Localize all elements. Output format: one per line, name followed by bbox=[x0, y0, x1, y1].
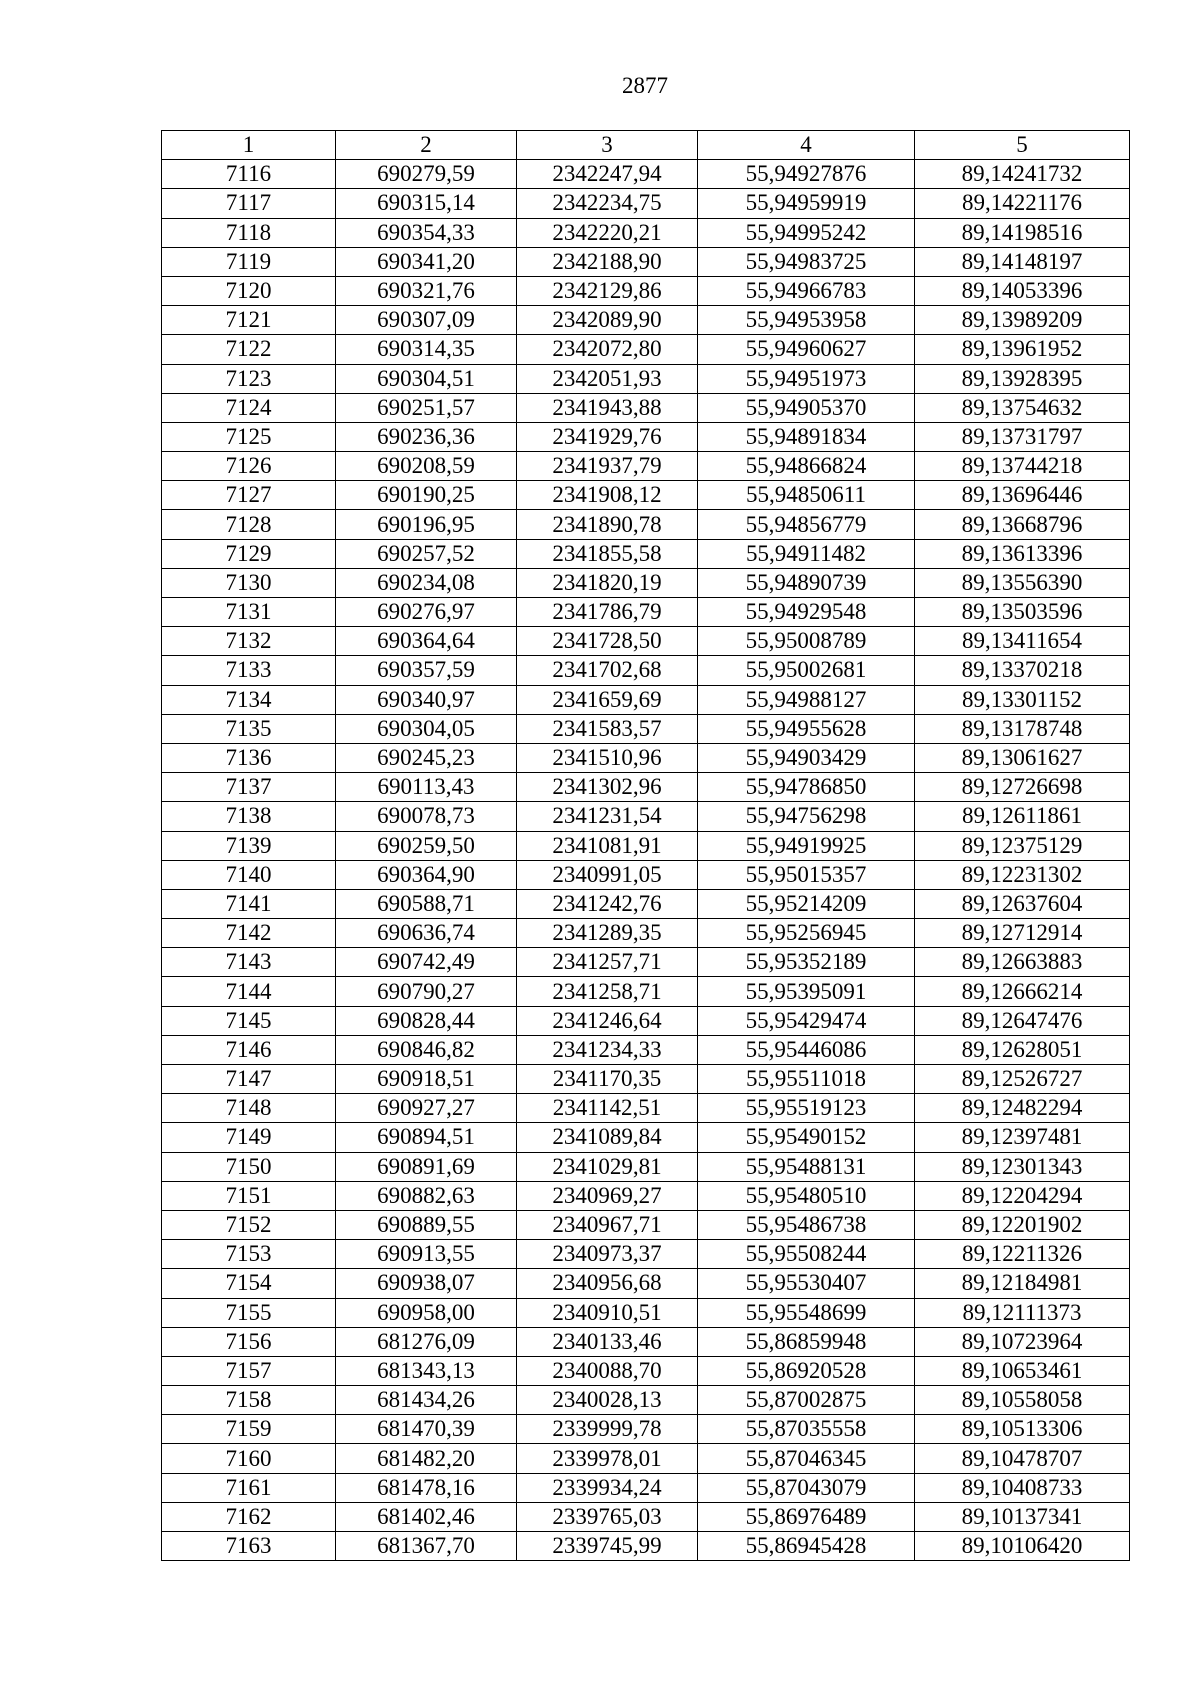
table-cell-col-5: 89,10408733 bbox=[915, 1473, 1130, 1502]
table-cell-col-4: 55,94856779 bbox=[698, 510, 915, 539]
table-cell-col-4: 55,94966783 bbox=[698, 276, 915, 305]
table-cell-col-5: 89,13556390 bbox=[915, 568, 1130, 597]
table-cell-col-5: 89,13731797 bbox=[915, 422, 1130, 451]
table-row bbox=[162, 1152, 1130, 1181]
table-cell-col-5: 89,12204294 bbox=[915, 1181, 1130, 1210]
table-cell-col-1: 7141 bbox=[162, 889, 336, 918]
table-row bbox=[162, 452, 1130, 481]
table-cell-col-3: 2341089,84 bbox=[517, 1123, 698, 1152]
table-row bbox=[162, 1327, 1130, 1356]
table-cell-col-1: 7149 bbox=[162, 1123, 336, 1152]
table-cell-col-4: 55,95395091 bbox=[698, 977, 915, 1006]
table-cell-col-5: 89,10723964 bbox=[915, 1327, 1130, 1356]
table-cell-col-1: 7123 bbox=[162, 364, 336, 393]
table-row bbox=[162, 539, 1130, 568]
table-cell-col-4: 55,95486738 bbox=[698, 1210, 915, 1239]
table-cell-col-3: 2342129,86 bbox=[517, 276, 698, 305]
table-cell-col-4: 55,86920528 bbox=[698, 1356, 915, 1385]
table-cell-col-5: 89,12375129 bbox=[915, 831, 1130, 860]
table-cell-col-5: 89,13061627 bbox=[915, 743, 1130, 772]
table-cell-col-5: 89,13928395 bbox=[915, 364, 1130, 393]
table-cell-col-2: 690314,35 bbox=[336, 335, 517, 364]
table-cell-col-2: 690882,63 bbox=[336, 1181, 517, 1210]
table-row bbox=[162, 685, 1130, 714]
table-cell-col-4: 55,87046345 bbox=[698, 1444, 915, 1473]
table-row bbox=[162, 948, 1130, 977]
table-cell-col-2: 681367,70 bbox=[336, 1532, 517, 1561]
table-cell-col-5: 89,13754632 bbox=[915, 393, 1130, 422]
table-cell-col-5: 89,12211326 bbox=[915, 1240, 1130, 1269]
table-cell-col-3: 2341142,51 bbox=[517, 1094, 698, 1123]
table-cell-col-5: 89,12663883 bbox=[915, 948, 1130, 977]
table-cell-col-3: 2341728,50 bbox=[517, 627, 698, 656]
table-cell-col-5: 89,10137341 bbox=[915, 1502, 1130, 1531]
table-cell-col-2: 681276,09 bbox=[336, 1327, 517, 1356]
table-cell-col-1: 7134 bbox=[162, 685, 336, 714]
table-cell-col-2: 690927,27 bbox=[336, 1094, 517, 1123]
table-cell-col-1: 7133 bbox=[162, 656, 336, 685]
table-row bbox=[162, 306, 1130, 335]
table-row bbox=[162, 422, 1130, 451]
table-cell-col-4: 55,95490152 bbox=[698, 1123, 915, 1152]
table-cell-col-1: 7163 bbox=[162, 1532, 336, 1561]
table-cell-col-2: 690889,55 bbox=[336, 1210, 517, 1239]
table-cell-col-5: 89,10106420 bbox=[915, 1532, 1130, 1561]
table-cell-col-3: 2340956,68 bbox=[517, 1269, 698, 1298]
table-cell-col-3: 2339934,24 bbox=[517, 1473, 698, 1502]
table-cell-col-5: 89,14148197 bbox=[915, 247, 1130, 276]
table-cell-col-5: 89,12647476 bbox=[915, 1006, 1130, 1035]
table-cell-col-3: 2342220,21 bbox=[517, 218, 698, 247]
table-cell-col-1: 7140 bbox=[162, 860, 336, 889]
table-cell-col-4: 55,94988127 bbox=[698, 685, 915, 714]
table-cell-col-4: 55,94905370 bbox=[698, 393, 915, 422]
table-cell-col-2: 690354,33 bbox=[336, 218, 517, 247]
table-cell-col-5: 89,12611861 bbox=[915, 802, 1130, 831]
table-cell-col-1: 7147 bbox=[162, 1065, 336, 1094]
table-cell-col-2: 690315,14 bbox=[336, 189, 517, 218]
table-cell-col-4: 55,94911482 bbox=[698, 539, 915, 568]
table-row bbox=[162, 1473, 1130, 1502]
table-row bbox=[162, 189, 1130, 218]
table-cell-col-1: 7160 bbox=[162, 1444, 336, 1473]
table-cell-col-5: 89,14221176 bbox=[915, 189, 1130, 218]
column-header-1: 1 bbox=[162, 131, 336, 160]
table-cell-col-2: 690304,51 bbox=[336, 364, 517, 393]
table-cell-col-2: 681343,13 bbox=[336, 1356, 517, 1385]
table-cell-col-3: 2341289,35 bbox=[517, 919, 698, 948]
table-cell-col-5: 89,13301152 bbox=[915, 685, 1130, 714]
table-cell-col-4: 55,86859948 bbox=[698, 1327, 915, 1356]
table-cell-col-1: 7118 bbox=[162, 218, 336, 247]
table-cell-col-4: 55,95015357 bbox=[698, 860, 915, 889]
table-cell-col-1: 7131 bbox=[162, 598, 336, 627]
table-cell-col-4: 55,94951973 bbox=[698, 364, 915, 393]
table-row bbox=[162, 364, 1130, 393]
table-cell-col-3: 2341659,69 bbox=[517, 685, 698, 714]
table-cell-col-3: 2340910,51 bbox=[517, 1298, 698, 1327]
table-cell-col-5: 89,13503596 bbox=[915, 598, 1130, 627]
table-cell-col-5: 89,12397481 bbox=[915, 1123, 1130, 1152]
table-cell-col-3: 2340028,13 bbox=[517, 1386, 698, 1415]
table-cell-col-2: 690208,59 bbox=[336, 452, 517, 481]
table-cell-col-5: 89,14241732 bbox=[915, 160, 1130, 189]
table-cell-col-1: 7148 bbox=[162, 1094, 336, 1123]
table-row bbox=[162, 1532, 1130, 1561]
table-row bbox=[162, 568, 1130, 597]
table-cell-col-5: 89,12184981 bbox=[915, 1269, 1130, 1298]
table-row bbox=[162, 481, 1130, 510]
table-cell-col-1: 7122 bbox=[162, 335, 336, 364]
table-cell-col-2: 690078,73 bbox=[336, 802, 517, 831]
table-cell-col-1: 7142 bbox=[162, 919, 336, 948]
table-cell-col-2: 690742,49 bbox=[336, 948, 517, 977]
table-cell-col-4: 55,95214209 bbox=[698, 889, 915, 918]
table-row bbox=[162, 1181, 1130, 1210]
table-cell-col-3: 2342247,94 bbox=[517, 160, 698, 189]
table-cell-col-5: 89,14053396 bbox=[915, 276, 1130, 305]
table-cell-col-1: 7138 bbox=[162, 802, 336, 831]
table-cell-col-4: 55,86976489 bbox=[698, 1502, 915, 1531]
table-row bbox=[162, 860, 1130, 889]
table-cell-col-1: 7157 bbox=[162, 1356, 336, 1385]
column-header-3: 3 bbox=[517, 131, 698, 160]
table-cell-col-4: 55,87035558 bbox=[698, 1415, 915, 1444]
table-cell-col-3: 2341170,35 bbox=[517, 1065, 698, 1094]
table-cell-col-5: 89,12628051 bbox=[915, 1035, 1130, 1064]
table-cell-col-1: 7139 bbox=[162, 831, 336, 860]
table-cell-col-1: 7137 bbox=[162, 773, 336, 802]
table-cell-col-2: 690364,90 bbox=[336, 860, 517, 889]
table-cell-col-5: 89,13696446 bbox=[915, 481, 1130, 510]
column-header-4: 4 bbox=[698, 131, 915, 160]
table-cell-col-3: 2342072,80 bbox=[517, 335, 698, 364]
table-cell-col-3: 2339745,99 bbox=[517, 1532, 698, 1561]
table-cell-col-5: 89,12231302 bbox=[915, 860, 1130, 889]
table-row bbox=[162, 218, 1130, 247]
table-cell-col-4: 55,95488131 bbox=[698, 1152, 915, 1181]
table-row bbox=[162, 1065, 1130, 1094]
table-row bbox=[162, 510, 1130, 539]
table-cell-col-4: 55,94919925 bbox=[698, 831, 915, 860]
table-row bbox=[162, 1094, 1130, 1123]
table-cell-col-2: 681434,26 bbox=[336, 1386, 517, 1415]
table-row bbox=[162, 1006, 1130, 1035]
table-cell-col-2: 690918,51 bbox=[336, 1065, 517, 1094]
table-cell-col-2: 690828,44 bbox=[336, 1006, 517, 1035]
table-cell-col-3: 2341258,71 bbox=[517, 977, 698, 1006]
table-cell-col-5: 89,12666214 bbox=[915, 977, 1130, 1006]
table-row bbox=[162, 889, 1130, 918]
table-row bbox=[162, 160, 1130, 189]
table-row bbox=[162, 598, 1130, 627]
table-row bbox=[162, 1298, 1130, 1327]
table-cell-col-2: 690251,57 bbox=[336, 393, 517, 422]
table-cell-col-4: 55,95256945 bbox=[698, 919, 915, 948]
table-cell-col-2: 690636,74 bbox=[336, 919, 517, 948]
table-cell-col-3: 2341029,81 bbox=[517, 1152, 698, 1181]
table-cell-col-2: 690938,07 bbox=[336, 1269, 517, 1298]
table-cell-col-5: 89,10513306 bbox=[915, 1415, 1130, 1444]
table-cell-col-5: 89,13668796 bbox=[915, 510, 1130, 539]
table-row bbox=[162, 977, 1130, 1006]
table-cell-col-5: 89,13613396 bbox=[915, 539, 1130, 568]
table-cell-col-5: 89,12712914 bbox=[915, 919, 1130, 948]
table-cell-col-2: 690958,00 bbox=[336, 1298, 517, 1327]
table-cell-col-1: 7121 bbox=[162, 306, 336, 335]
table-cell-col-3: 2339978,01 bbox=[517, 1444, 698, 1473]
table-row bbox=[162, 1502, 1130, 1531]
table-cell-col-4: 55,95002681 bbox=[698, 656, 915, 685]
table-cell-col-3: 2341257,71 bbox=[517, 948, 698, 977]
table-row bbox=[162, 919, 1130, 948]
table-cell-col-4: 55,95480510 bbox=[698, 1181, 915, 1210]
table-row bbox=[162, 831, 1130, 860]
table-cell-col-1: 7158 bbox=[162, 1386, 336, 1415]
table-cell-col-4: 55,95548699 bbox=[698, 1298, 915, 1327]
table-row bbox=[162, 247, 1130, 276]
table-row bbox=[162, 802, 1130, 831]
table-cell-col-1: 7127 bbox=[162, 481, 336, 510]
table-cell-col-2: 690236,36 bbox=[336, 422, 517, 451]
table-cell-col-5: 89,12301343 bbox=[915, 1152, 1130, 1181]
table-cell-col-2: 690894,51 bbox=[336, 1123, 517, 1152]
table-cell-col-3: 2342188,90 bbox=[517, 247, 698, 276]
table-cell-col-3: 2341234,33 bbox=[517, 1035, 698, 1064]
table-cell-col-5: 89,13744218 bbox=[915, 452, 1130, 481]
table-cell-col-3: 2340973,37 bbox=[517, 1240, 698, 1269]
table-cell-col-3: 2341855,58 bbox=[517, 539, 698, 568]
table-row bbox=[162, 1240, 1130, 1269]
table-row bbox=[162, 1210, 1130, 1239]
table-cell-col-4: 55,95508244 bbox=[698, 1240, 915, 1269]
table-cell-col-2: 690196,95 bbox=[336, 510, 517, 539]
table-cell-col-1: 7126 bbox=[162, 452, 336, 481]
table-cell-col-5: 89,10478707 bbox=[915, 1444, 1130, 1473]
table-cell-col-1: 7154 bbox=[162, 1269, 336, 1298]
table-row bbox=[162, 1035, 1130, 1064]
table-row bbox=[162, 1269, 1130, 1298]
table-row bbox=[162, 1356, 1130, 1385]
table-cell-col-1: 7143 bbox=[162, 948, 336, 977]
table-cell-col-1: 7130 bbox=[162, 568, 336, 597]
table-row bbox=[162, 773, 1130, 802]
table-cell-col-2: 690113,43 bbox=[336, 773, 517, 802]
table-cell-col-5: 89,12526727 bbox=[915, 1065, 1130, 1094]
table-cell-col-5: 89,12637604 bbox=[915, 889, 1130, 918]
table-cell-col-3: 2341890,78 bbox=[517, 510, 698, 539]
table-cell-col-4: 55,87002875 bbox=[698, 1386, 915, 1415]
table-row bbox=[162, 1415, 1130, 1444]
table-cell-col-5: 89,13411654 bbox=[915, 627, 1130, 656]
table-row bbox=[162, 335, 1130, 364]
table-cell-col-4: 55,94929548 bbox=[698, 598, 915, 627]
table-cell-col-2: 690245,23 bbox=[336, 743, 517, 772]
table-cell-col-3: 2341908,12 bbox=[517, 481, 698, 510]
table-header-row bbox=[162, 131, 1130, 160]
table-cell-col-4: 55,94786850 bbox=[698, 773, 915, 802]
table-cell-col-5: 89,12482294 bbox=[915, 1094, 1130, 1123]
table-cell-col-3: 2342051,93 bbox=[517, 364, 698, 393]
table-cell-col-4: 55,94903429 bbox=[698, 743, 915, 772]
table-cell-col-2: 690913,55 bbox=[336, 1240, 517, 1269]
table-cell-col-1: 7153 bbox=[162, 1240, 336, 1269]
table-cell-col-4: 55,94960627 bbox=[698, 335, 915, 364]
table-cell-col-3: 2340991,05 bbox=[517, 860, 698, 889]
table-cell-col-1: 7156 bbox=[162, 1327, 336, 1356]
column-header-5: 5 bbox=[915, 131, 1130, 160]
table-cell-col-4: 55,95352189 bbox=[698, 948, 915, 977]
table-cell-col-5: 89,14198516 bbox=[915, 218, 1130, 247]
table-cell-col-4: 55,95429474 bbox=[698, 1006, 915, 1035]
table-cell-col-3: 2341786,79 bbox=[517, 598, 698, 627]
table-cell-col-1: 7136 bbox=[162, 743, 336, 772]
table-row bbox=[162, 743, 1130, 772]
table-cell-col-3: 2340133,46 bbox=[517, 1327, 698, 1356]
table-cell-col-1: 7128 bbox=[162, 510, 336, 539]
table-cell-col-4: 55,94959919 bbox=[698, 189, 915, 218]
table-cell-col-1: 7150 bbox=[162, 1152, 336, 1181]
table-cell-col-5: 89,13370218 bbox=[915, 656, 1130, 685]
table-cell-col-5: 89,10558058 bbox=[915, 1386, 1130, 1415]
table-cell-col-5: 89,13989209 bbox=[915, 306, 1130, 335]
table-cell-col-4: 55,94890739 bbox=[698, 568, 915, 597]
table-cell-col-1: 7159 bbox=[162, 1415, 336, 1444]
table-cell-col-2: 690307,09 bbox=[336, 306, 517, 335]
table-cell-col-4: 55,95446086 bbox=[698, 1035, 915, 1064]
page-number: 2877 bbox=[622, 73, 668, 98]
table-cell-col-3: 2341583,57 bbox=[517, 714, 698, 743]
coordinates-table bbox=[161, 130, 1130, 1561]
table-cell-col-5: 89,13178748 bbox=[915, 714, 1130, 743]
table-cell-col-1: 7162 bbox=[162, 1502, 336, 1531]
table-cell-col-4: 55,95008789 bbox=[698, 627, 915, 656]
table-cell-col-1: 7124 bbox=[162, 393, 336, 422]
table-cell-col-4: 55,95511018 bbox=[698, 1065, 915, 1094]
table-cell-col-1: 7151 bbox=[162, 1181, 336, 1210]
table-cell-col-4: 55,86945428 bbox=[698, 1532, 915, 1561]
table-cell-col-3: 2341929,76 bbox=[517, 422, 698, 451]
table-row bbox=[162, 393, 1130, 422]
table-cell-col-3: 2340967,71 bbox=[517, 1210, 698, 1239]
table-row bbox=[162, 656, 1130, 685]
table-cell-col-3: 2341510,96 bbox=[517, 743, 698, 772]
table-cell-col-2: 690790,27 bbox=[336, 977, 517, 1006]
table-cell-col-3: 2341246,64 bbox=[517, 1006, 698, 1035]
table-row bbox=[162, 1123, 1130, 1152]
table-cell-col-1: 7144 bbox=[162, 977, 336, 1006]
table-cell-col-1: 7132 bbox=[162, 627, 336, 656]
table-cell-col-1: 7120 bbox=[162, 276, 336, 305]
table-cell-col-1: 7119 bbox=[162, 247, 336, 276]
table-cell-col-4: 55,94953958 bbox=[698, 306, 915, 335]
table-cell-col-5: 89,13961952 bbox=[915, 335, 1130, 364]
table-cell-col-2: 690340,97 bbox=[336, 685, 517, 714]
table-cell-col-2: 690846,82 bbox=[336, 1035, 517, 1064]
table-cell-col-1: 7155 bbox=[162, 1298, 336, 1327]
table-cell-col-2: 690276,97 bbox=[336, 598, 517, 627]
table-cell-col-5: 89,12201902 bbox=[915, 1210, 1130, 1239]
table-cell-col-5: 89,10653461 bbox=[915, 1356, 1130, 1385]
table-cell-col-1: 7161 bbox=[162, 1473, 336, 1502]
table-cell-col-5: 89,12111373 bbox=[915, 1298, 1130, 1327]
table-cell-col-3: 2341231,54 bbox=[517, 802, 698, 831]
table-cell-col-4: 55,94756298 bbox=[698, 802, 915, 831]
table-cell-col-3: 2340969,27 bbox=[517, 1181, 698, 1210]
table-cell-col-2: 690364,64 bbox=[336, 627, 517, 656]
table-cell-col-4: 55,87043079 bbox=[698, 1473, 915, 1502]
table-row bbox=[162, 276, 1130, 305]
table-cell-col-4: 55,94891834 bbox=[698, 422, 915, 451]
table-cell-col-1: 7117 bbox=[162, 189, 336, 218]
table-cell-col-4: 55,94983725 bbox=[698, 247, 915, 276]
table-cell-col-1: 7135 bbox=[162, 714, 336, 743]
table-cell-col-2: 690257,52 bbox=[336, 539, 517, 568]
table-cell-col-2: 690190,25 bbox=[336, 481, 517, 510]
table-cell-col-1: 7129 bbox=[162, 539, 336, 568]
table-cell-col-3: 2341820,19 bbox=[517, 568, 698, 597]
table-cell-col-2: 681470,39 bbox=[336, 1415, 517, 1444]
table-cell-col-3: 2339999,78 bbox=[517, 1415, 698, 1444]
table-cell-col-4: 55,94850611 bbox=[698, 481, 915, 510]
table-cell-col-2: 681482,20 bbox=[336, 1444, 517, 1473]
table-cell-col-3: 2341937,79 bbox=[517, 452, 698, 481]
table-cell-col-2: 690891,69 bbox=[336, 1152, 517, 1181]
table-cell-col-1: 7152 bbox=[162, 1210, 336, 1239]
column-header-2: 2 bbox=[336, 131, 517, 160]
table-cell-col-1: 7146 bbox=[162, 1035, 336, 1064]
table-cell-col-5: 89,12726698 bbox=[915, 773, 1130, 802]
table-cell-col-3: 2342234,75 bbox=[517, 189, 698, 218]
table-cell-col-4: 55,94955628 bbox=[698, 714, 915, 743]
table-row bbox=[162, 1386, 1130, 1415]
table-cell-col-3: 2340088,70 bbox=[517, 1356, 698, 1385]
table-cell-col-2: 690588,71 bbox=[336, 889, 517, 918]
table-cell-col-3: 2341702,68 bbox=[517, 656, 698, 685]
table-cell-col-4: 55,94866824 bbox=[698, 452, 915, 481]
table-cell-col-2: 690259,50 bbox=[336, 831, 517, 860]
table-row bbox=[162, 1444, 1130, 1473]
table-cell-col-4: 55,94927876 bbox=[698, 160, 915, 189]
table-cell-col-2: 681478,16 bbox=[336, 1473, 517, 1502]
table-cell-col-2: 690321,76 bbox=[336, 276, 517, 305]
table-body bbox=[162, 160, 1130, 1561]
table-row bbox=[162, 627, 1130, 656]
table-cell-col-2: 690279,59 bbox=[336, 160, 517, 189]
table-cell-col-4: 55,95530407 bbox=[698, 1269, 915, 1298]
table-cell-col-3: 2341081,91 bbox=[517, 831, 698, 860]
table-cell-col-3: 2341302,96 bbox=[517, 773, 698, 802]
table-cell-col-3: 2342089,90 bbox=[517, 306, 698, 335]
table-cell-col-3: 2341943,88 bbox=[517, 393, 698, 422]
table-cell-col-2: 690341,20 bbox=[336, 247, 517, 276]
table-cell-col-1: 7145 bbox=[162, 1006, 336, 1035]
table-cell-col-1: 7125 bbox=[162, 422, 336, 451]
table-cell-col-4: 55,95519123 bbox=[698, 1094, 915, 1123]
table-cell-col-2: 681402,46 bbox=[336, 1502, 517, 1531]
table-cell-col-4: 55,94995242 bbox=[698, 218, 915, 247]
table-cell-col-3: 2341242,76 bbox=[517, 889, 698, 918]
table-row bbox=[162, 714, 1130, 743]
table-cell-col-1: 7116 bbox=[162, 160, 336, 189]
table-cell-col-2: 690234,08 bbox=[336, 568, 517, 597]
table-cell-col-3: 2339765,03 bbox=[517, 1502, 698, 1531]
table-cell-col-2: 690304,05 bbox=[336, 714, 517, 743]
table-cell-col-2: 690357,59 bbox=[336, 656, 517, 685]
